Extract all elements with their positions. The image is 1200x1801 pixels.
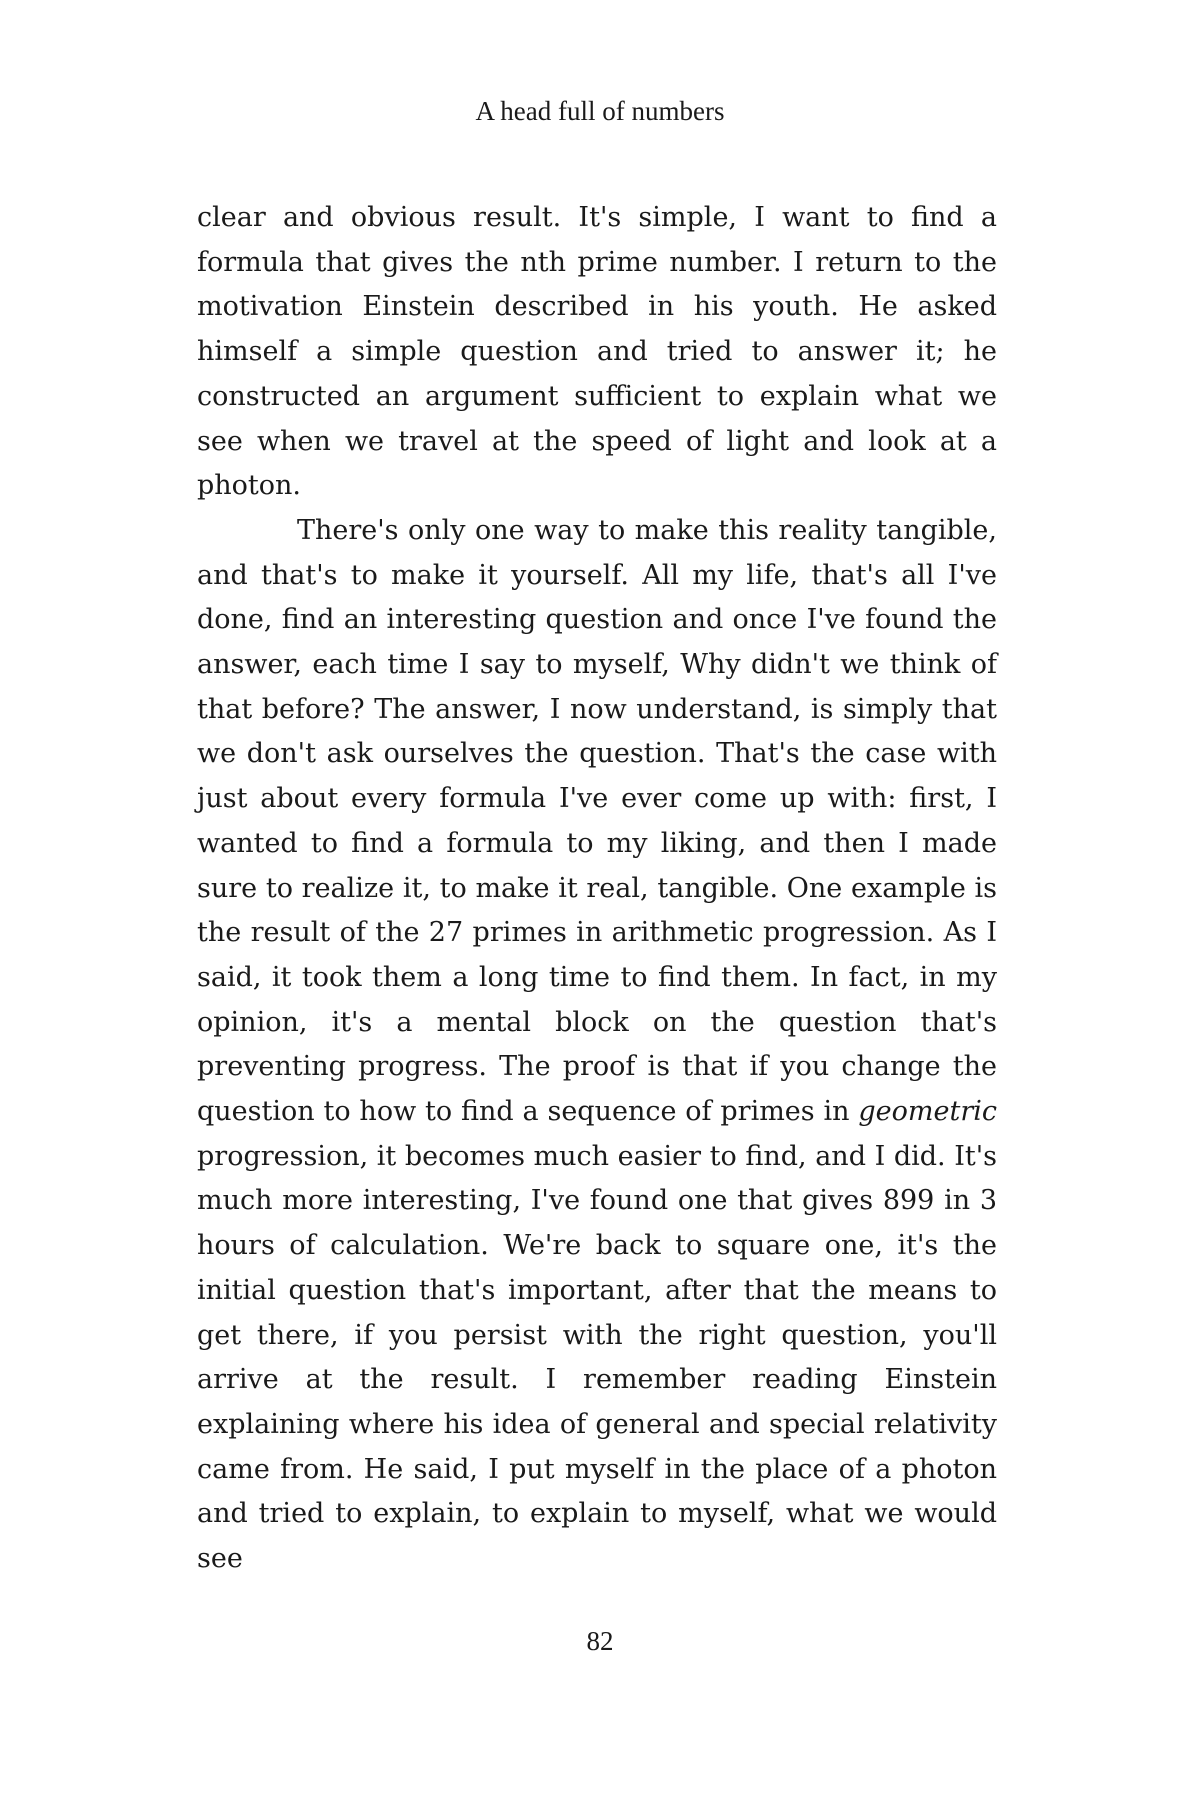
italic-word: geometric (858, 1096, 997, 1128)
page-number: 82 (586, 1626, 614, 1656)
paragraph-2-after-italic: progression, it becomes much easier to find, and I did. It's much more interesting, I've found one that gives 899 in 3 hours of calculation. We're back to square one, it's the initial question that's important, after that the means to get there, if you persist with the right question, you'll arrive at the result. I remember reading Einstein explaining where his idea of general and special relativity came from. He said, I put myself in the place of a photon and tried to explain, to explain to myself, what we would see (197, 1140, 997, 1575)
running-title: A head full of numbers (475, 96, 725, 126)
paragraph-2-before-italic: There's only one way to make this reality tangible, and that's to make it yourself. All my life, that's all I've done, find an interesting question and once I've found the answer, each time I say to myself, Why didn't we think of that before? The answer, I now understand, is simply that we don't ask ourselves the question. That's the case with just about every formula I've ever come up with: first, I wanted to find a formula to my liking, and then I made sure to realize it, to make it real, tangible. One example is the result of the 27 primes in arithmetic progression. As I said, it took them a long time to find them. In fact, in my opinion, it's a mental block on the question that's preventing progress. The proof is that if you change the question to how to find a sequence of primes in (197, 514, 997, 1128)
paragraph-2 (197, 509, 997, 1582)
paragraph-1: clear and obvious result. It's simple, I want to find a formula that gives the nth prime number. I return to the motivation Einstein described in his youth. He asked himself a simple question and tried to answer it; he constructed an argument sufficient to explain what we see when we travel at the speed of light and look at a photon. (197, 202, 997, 502)
body-text (197, 196, 997, 1582)
